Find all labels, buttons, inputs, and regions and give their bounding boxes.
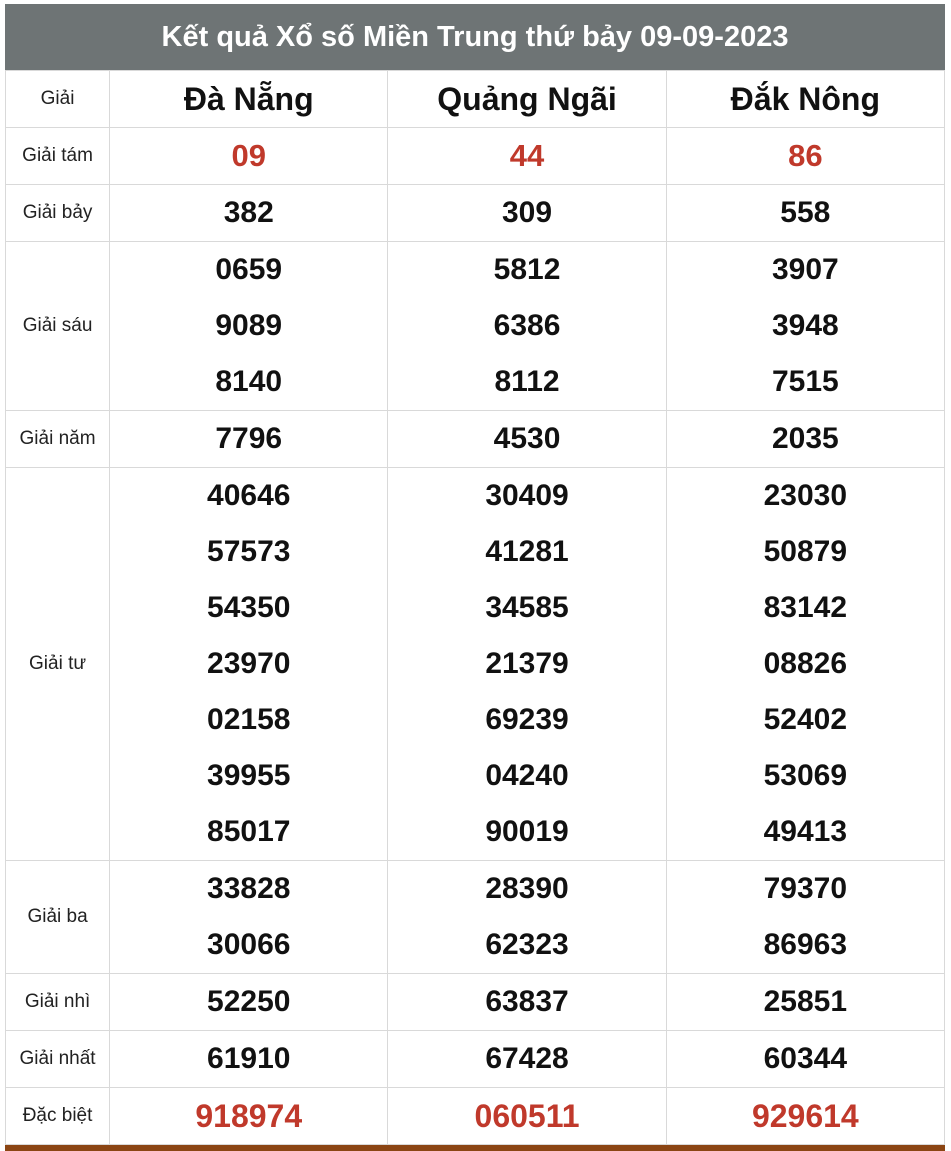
prize-cell-quang-ngai — [388, 1088, 666, 1145]
prize-cell-quang-ngai — [388, 242, 666, 411]
prize-number: 02158 — [207, 703, 291, 736]
prize-number: 57573 — [207, 535, 291, 568]
prize-cell-dak-nong — [666, 242, 944, 411]
prize-number: 7515 — [771, 365, 839, 398]
prize-number: 90019 — [485, 815, 569, 848]
prize-number: 309 — [502, 196, 553, 229]
prize-label: Giải bảy — [6, 185, 110, 242]
prize-number: 60344 — [763, 1042, 848, 1075]
prize-number: 5812 — [493, 253, 561, 286]
prize-cell-dak-nong — [666, 468, 944, 861]
prize-row-giai-tu — [6, 468, 945, 861]
prize-label: Giải sáu — [6, 242, 110, 411]
prize-number: 0659 — [215, 253, 283, 286]
prize-cell-dak-nong — [666, 1088, 944, 1145]
prize-number: 30066 — [207, 928, 291, 961]
province-header-quang-ngai[interactable]: Quảng Ngãi — [388, 71, 666, 128]
prize-number: 9089 — [215, 309, 283, 342]
prize-row-giai-ba — [6, 861, 945, 974]
prize-label: Đặc biệt — [6, 1088, 110, 1145]
prize-row-dac-biet — [6, 1088, 945, 1145]
prize-number: 41281 — [485, 535, 569, 568]
prize-number: 67428 — [485, 1042, 569, 1075]
prize-cell-dak-nong — [666, 1031, 944, 1088]
prize-number: 53069 — [763, 759, 848, 792]
prize-number: 6386 — [493, 309, 561, 342]
prize-number: 50879 — [763, 535, 848, 568]
prize-number: 69239 — [485, 703, 569, 736]
prize-number: 04240 — [485, 759, 569, 792]
prize-number: 23030 — [763, 479, 848, 512]
prize-cell-dak-nong — [666, 128, 944, 185]
prize-number: 34585 — [485, 591, 569, 624]
prize-row-giai-nhi — [6, 974, 945, 1031]
prize-cell-da-nang — [110, 411, 388, 468]
prize-cell-da-nang — [110, 1088, 388, 1145]
prize-number: 40646 — [207, 479, 291, 512]
prize-number: 060511 — [474, 1098, 580, 1134]
prize-cell-da-nang — [110, 974, 388, 1031]
prize-number: 08826 — [763, 647, 848, 680]
prize-number: 929614 — [751, 1098, 859, 1134]
prize-number: 83142 — [763, 591, 848, 624]
header-row — [6, 71, 945, 128]
prize-cell-dak-nong — [666, 185, 944, 242]
prize-label: Giải ba — [6, 861, 110, 974]
prize-label: Giải nhất — [6, 1031, 110, 1088]
prize-number: 4530 — [493, 422, 561, 455]
prize-number: 21379 — [485, 647, 569, 680]
prize-cell-quang-ngai — [388, 128, 666, 185]
province-header-da-nang[interactable]: Đà Nẵng — [110, 71, 388, 128]
prize-number: 63837 — [485, 985, 569, 1018]
prize-cell-quang-ngai — [388, 861, 666, 974]
prize-row-giai-bay — [6, 185, 945, 242]
prize-number: 918974 — [195, 1098, 303, 1134]
prize-number: 28390 — [485, 872, 569, 905]
prize-cell-da-nang — [110, 128, 388, 185]
prize-number: 2035 — [771, 422, 839, 455]
prize-cell-dak-nong — [666, 411, 944, 468]
prize-number: 3907 — [771, 253, 839, 286]
prize-number: 382 — [223, 196, 274, 229]
prize-cell-dak-nong — [666, 974, 944, 1031]
prize-number: 8112 — [494, 365, 560, 398]
prize-cell-quang-ngai — [388, 185, 666, 242]
prize-label: Giải nhì — [6, 974, 110, 1031]
prize-number: 79370 — [763, 872, 848, 905]
prize-label: Giải tư — [6, 468, 110, 861]
province-header-dak-nong[interactable]: Đắk Nông — [666, 71, 944, 128]
prize-number: 62323 — [485, 928, 569, 961]
prize-number: 54350 — [207, 591, 291, 624]
prize-number: 44 — [509, 138, 545, 173]
prize-number: 7796 — [215, 422, 283, 455]
results-title: Kết quả Xổ số Miền Trung thứ bảy 09-09-2023 — [5, 4, 945, 70]
lottery-results — [5, 4, 945, 1151]
prize-number: 3948 — [771, 309, 839, 342]
bottom-bar — [5, 1145, 945, 1151]
prize-row-giai-tam — [6, 128, 945, 185]
prize-number: 8140 — [215, 365, 283, 398]
prize-number: 52402 — [763, 703, 848, 736]
prize-cell-quang-ngai — [388, 974, 666, 1031]
prize-cell-dak-nong — [666, 861, 944, 974]
prize-number: 52250 — [207, 985, 291, 1018]
prize-number: 85017 — [207, 815, 291, 848]
prize-row-giai-nam — [6, 411, 945, 468]
prize-row-giai-nhat — [6, 1031, 945, 1088]
prize-number: 30409 — [485, 479, 569, 512]
prize-row-giai-sau — [6, 242, 945, 411]
prize-number: 25851 — [763, 985, 848, 1018]
prize-label: Giải năm — [6, 411, 110, 468]
prize-number: 86 — [788, 138, 823, 173]
prize-cell-da-nang — [110, 468, 388, 861]
prize-cell-da-nang — [110, 242, 388, 411]
prize-column-header: Giải — [6, 71, 110, 128]
prize-number: 49413 — [763, 815, 848, 848]
prize-number: 86963 — [763, 928, 848, 961]
results-table — [5, 70, 945, 1145]
prize-number: 558 — [780, 196, 831, 229]
prize-cell-quang-ngai — [388, 468, 666, 861]
prize-cell-da-nang — [110, 861, 388, 974]
prize-cell-quang-ngai — [388, 1031, 666, 1088]
prize-number: 23970 — [207, 647, 291, 680]
prize-label: Giải tám — [6, 128, 110, 185]
prize-number: 33828 — [207, 872, 291, 905]
prize-number: 61910 — [207, 1042, 291, 1075]
prize-cell-da-nang — [110, 1031, 388, 1088]
prize-number: 09 — [231, 138, 266, 173]
prize-cell-da-nang — [110, 185, 388, 242]
prize-number: 39955 — [207, 759, 291, 792]
prize-cell-quang-ngai — [388, 411, 666, 468]
